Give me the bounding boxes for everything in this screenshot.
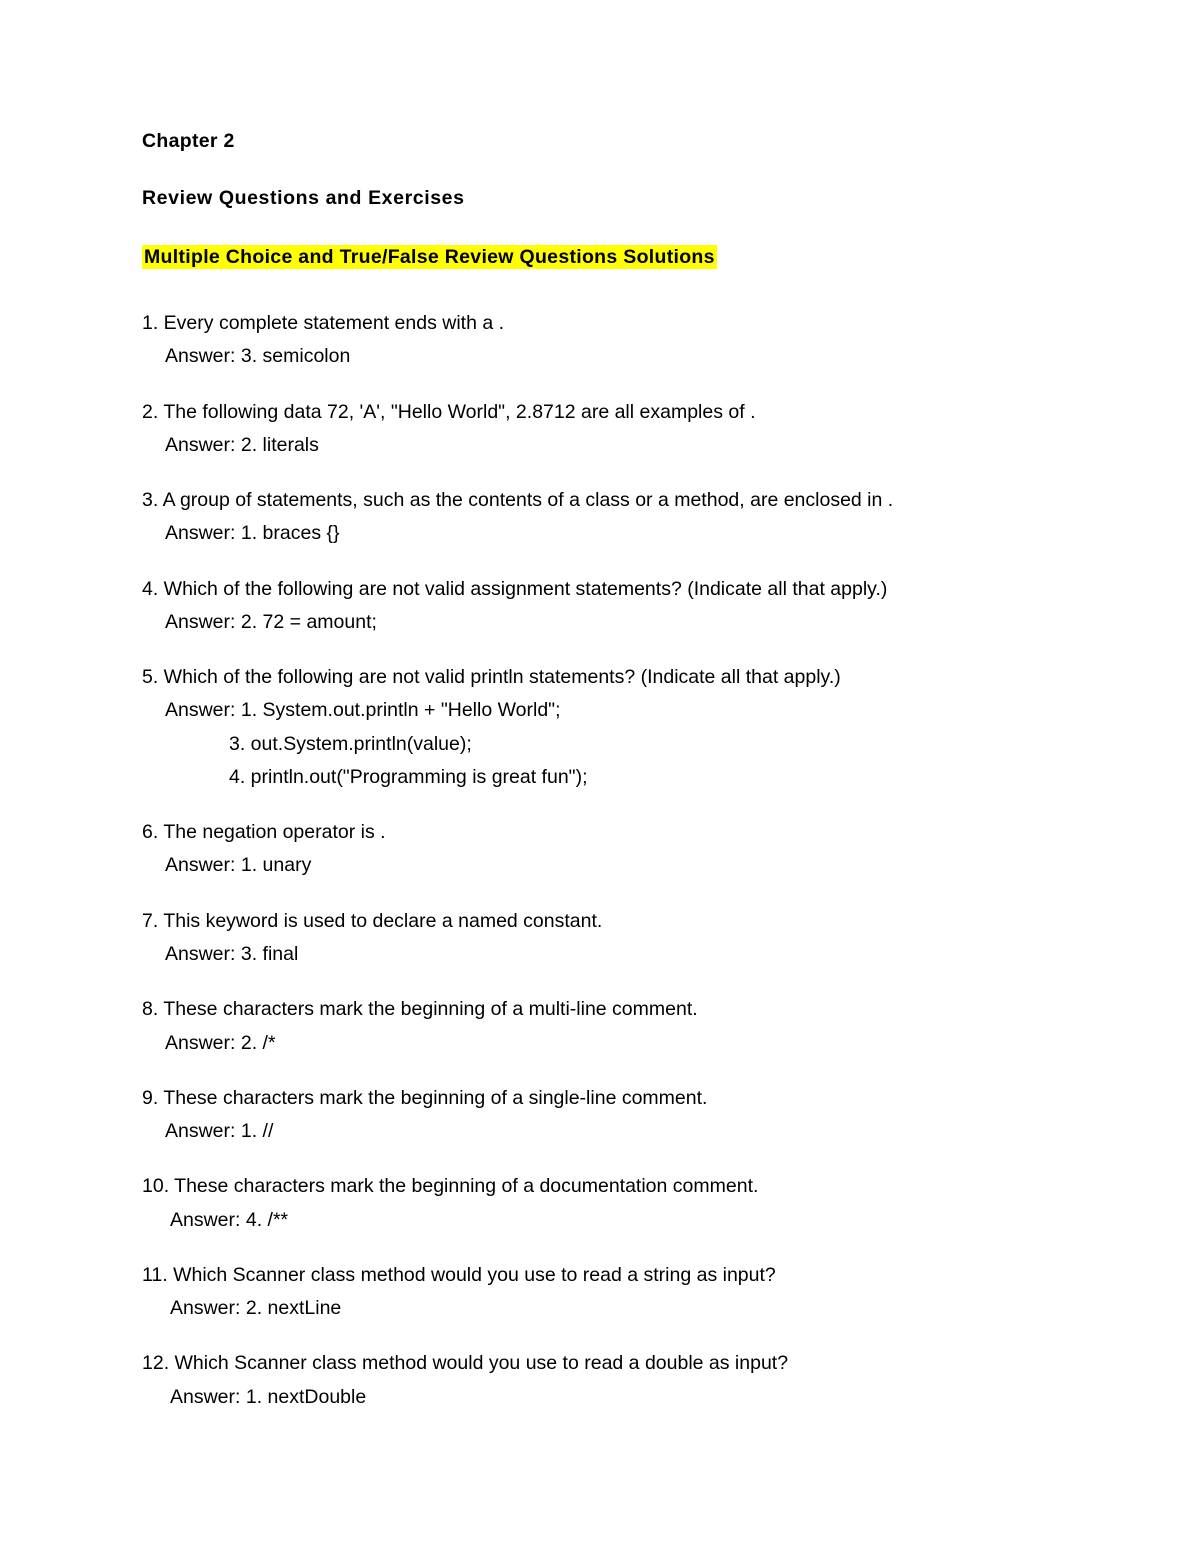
answer-text: Answer: 2. nextLine: [170, 1297, 342, 1320]
qa-item-10: [142, 1172, 1062, 1234]
highlighted-heading-text: Multiple Choice and True/False Review Questions Solutions: [144, 246, 715, 268]
question-text: 11. Which Scanner class method would you use to read a string as input?: [142, 1263, 776, 1286]
answer-text: Answer: 1. nextDouble: [170, 1385, 367, 1408]
answer-text: Answer: 3. semicolon: [165, 345, 351, 368]
question-text: 10. These characters mark the beginning of a documentation comment.: [142, 1175, 759, 1198]
question-text: 1. Every complete statement ends with a .: [142, 312, 505, 334]
answer-text: Answer: 2. literals: [165, 433, 319, 456]
answer-text: Answer: 1. braces {}: [165, 522, 340, 545]
answer-text: Answer: 1. System.out.println + "Hello World";: [165, 699, 561, 722]
qa-item-3: [142, 486, 1062, 548]
question-text: 4. Which of the following are not valid assignment statements? (Indicate all that apply.): [142, 577, 888, 600]
qa-item-2: [142, 398, 1062, 460]
question-text: 3. A group of statements, such as the contents of a class or a method, are enclosed in .: [142, 489, 894, 512]
question-text: 9. These characters mark the beginning of a single-line comment.: [142, 1086, 708, 1109]
document-body: [142, 130, 1062, 1438]
qa-item-11: [142, 1261, 1062, 1323]
qa-item-5: [142, 663, 1062, 791]
question-text: 2. The following data 72, 'A', "Hello World", 2.8712 are all examples of .: [142, 400, 756, 423]
qa-item-12: [142, 1349, 1062, 1411]
answer-extra-line: 4. println.out("Programming is great fun");: [229, 765, 588, 788]
qa-item-6: [142, 818, 1062, 880]
answer-text: Answer: 1. unary: [165, 854, 312, 877]
question-text: 5. Which of the following are not valid println statements? (Indicate all that apply.): [142, 666, 841, 689]
answer-text: Answer: 3. final: [165, 942, 299, 965]
answer-text: Answer: 2. /*: [165, 1031, 276, 1054]
question-text: 6. The negation operator is .: [142, 821, 386, 844]
answer-text: Answer: 4. /**: [170, 1208, 289, 1231]
section-title: Review Questions and Exercises: [142, 187, 465, 209]
qa-item-4: [142, 575, 1062, 637]
answer-text: Answer: 2. 72 = amount;: [165, 610, 377, 633]
question-text: 12. Which Scanner class method would you use to read a double as input?: [142, 1352, 789, 1375]
qa-item-7: [142, 907, 1062, 969]
qa-item-9: [142, 1084, 1062, 1146]
qa-item-8: [142, 995, 1062, 1057]
chapter-title: Chapter 2: [142, 130, 235, 152]
highlighted-heading: [142, 246, 1062, 269]
question-text: 8. These characters mark the beginning of a multi-line comment.: [142, 998, 698, 1021]
answer-extra-line: 3. out.System.println(value);: [229, 732, 472, 755]
question-text: 7. This keyword is used to declare a named constant.: [142, 909, 603, 932]
qa-item-1: [142, 309, 1062, 371]
answer-text: Answer: 1. //: [165, 1120, 274, 1143]
